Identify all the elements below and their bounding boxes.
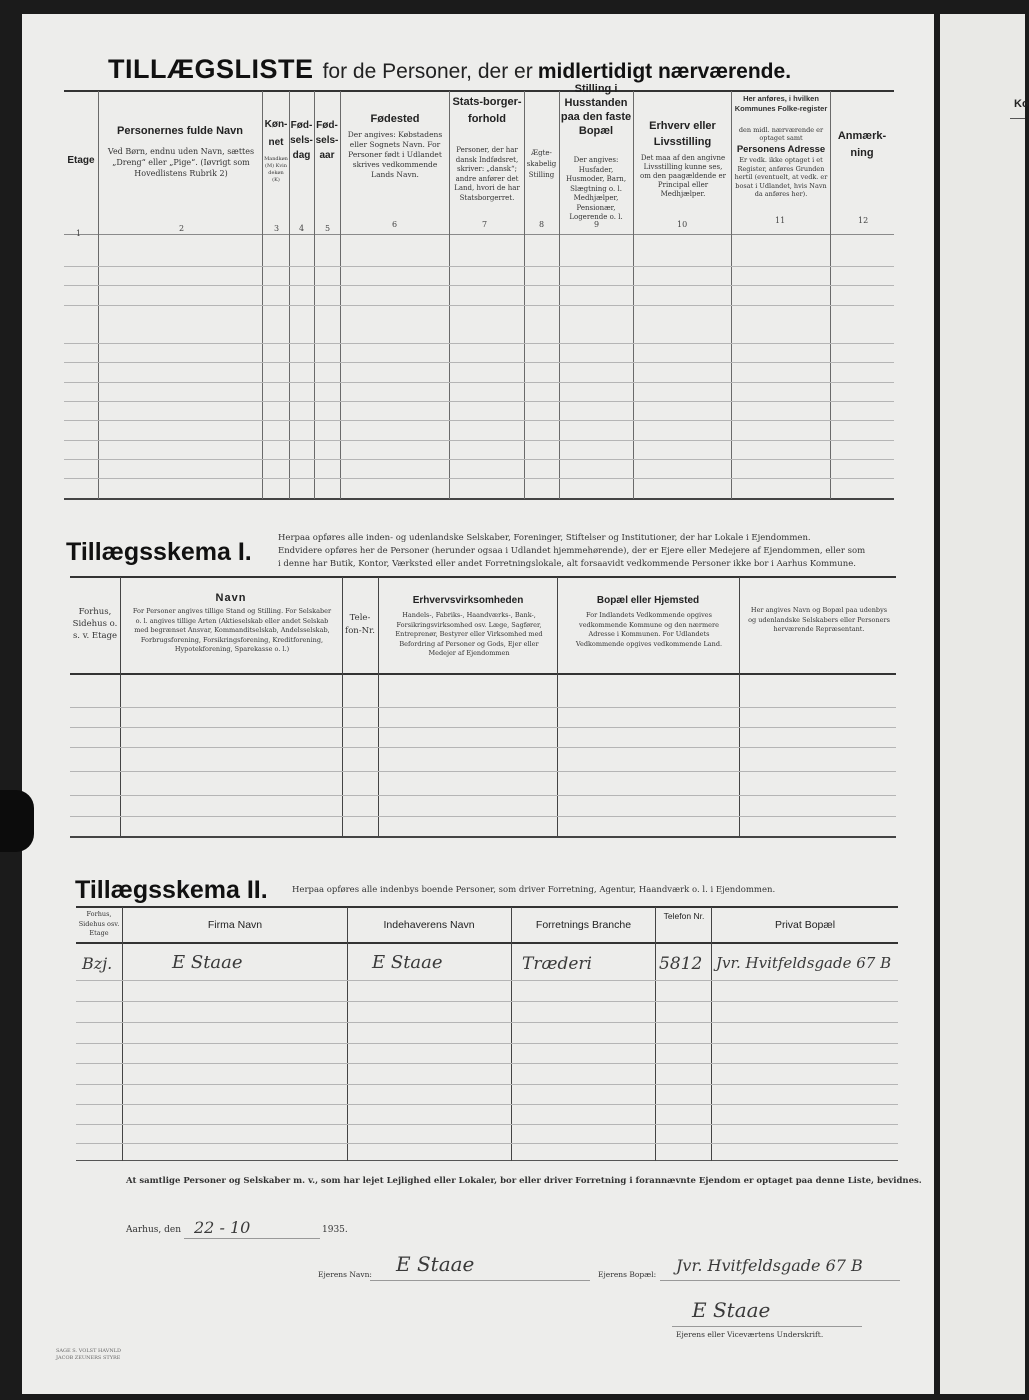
owner-name-label: Ejerens Navn: (318, 1270, 372, 1279)
schema2-col-firma: Firma Navn (207, 919, 263, 931)
schema2-row-branche: Træderi (522, 954, 592, 974)
owner-name-handwritten: E Staae (396, 1252, 475, 1276)
schema2-row-telefon: 5812 (659, 954, 703, 974)
schema2-title: Tillægsskema II. (75, 876, 268, 904)
col-name-header: Personernes fulde Navn (117, 125, 243, 137)
schema1-col-telefon: Tele-fon-Nr. (345, 613, 375, 636)
col-marital-header: Ægte-skabelig Stilling (526, 149, 557, 179)
signature-handwritten: E Staae (692, 1298, 771, 1322)
owner-address-handwritten: Jvr. Hvitfeldsgade 67 B (676, 1256, 863, 1275)
schema1-col-navn-sub: For Personer angives tillige Stand og Stilling. For Selskaber o. l. angives tillige Arten (Aktieselskab eller andet Selskab med begrænset Ansvar, Kommanditselskab, Andelsselskab, Forbrugsforening, Forsikringsforening, Kreditforening, Hypotekforening, Sparekasse o. l.) (132, 607, 332, 653)
col-citizenship-header: Stats-borger-forhold (452, 96, 522, 125)
col-remarks-header: Anmærk-ning (837, 130, 887, 159)
adjacent-page-text: Ko (1014, 98, 1029, 110)
schema1-col-bopael: Bopæl eller Hjemsted (596, 595, 700, 606)
col-address-top: Her anføres, i hvilken Kommunes Folke-register (734, 94, 828, 113)
schema1-col-erhverv-sub: Handels-, Fabriks-, Haandværks-, Bank-, Forsikringsvirksomhed osv. Læge, Sagfører, Entreprenør, Bestyrer eller Virksomhed med Befordring af Personer og Gods, Ejer eller Medejer af Ejendommen (395, 611, 543, 657)
schema2-col-telefon: Telefon Nr. (663, 911, 705, 921)
schema1-intro-2: Endvidere opføres her de Personer (herunder ogsaa i Udlandet hjemmehørende), der er Ejere eller Medejere af Ejendommen, eller som (278, 546, 866, 556)
col-birthplace-header: Fødested (370, 113, 420, 125)
schema1-col-bopael-sub: For Indlandets Vedkommende opgives vedkommende Kommune og den nærmere Adresse i Kommunen. For Udlandets Vedkommende opgives vedkommende Land. (575, 611, 723, 648)
col-name-sub: Ved Børn, endnu uden Navn, sættes „Dreng“ eller „Pige“. (Iøvrigt som Hovedlistens Rubrik 2) (107, 147, 255, 178)
schema2-row-indehaver: E Staae (372, 952, 443, 973)
schema1-intro-1: Herpaa opføres alle inden- og udenlandske Selskaber, Foreninger, Stiftelser og Institutioner, der har Lokale i Ejendommen. (278, 533, 811, 543)
col-citizenship-sub: Personer, der har dansk Indfødsret, skriver: „dansk“; andre anfører det Land, hvori de har Statsborgerret. (454, 146, 520, 202)
schema2-row-etage: Bzj. (82, 954, 113, 973)
col-sex-sub: Mandkøn (M) Kvindekøn (K) (264, 156, 288, 183)
schema2-col-bopael: Privat Bopæl (774, 919, 836, 931)
col-occupation-sub: Det maa af den angivne Livsstilling kunne ses, om den paagældende er Principal eller Medhjælper. (639, 154, 727, 198)
schema2-row-bopael: Jvr. Hvitfeldsgade 67 B (716, 954, 892, 972)
col-household-header: Stilling i Husstanden paa den faste Bopæl (560, 83, 632, 137)
adjacent-page (940, 14, 1029, 1394)
schema1-title: Tillægsskema I. (66, 538, 252, 566)
declaration-text: At samtlige Personer og Selskaber m. v., som har lejet Lejlighed eller Lokaler, bor eller driver Forretning i forannævnte Ejendom er optaget paa denne Liste, bevidnes. (126, 1176, 922, 1186)
col-sex-header: Køn-net (264, 119, 288, 148)
date-handwritten: 22 - 10 (194, 1218, 251, 1237)
owner-address-label: Ejerens Bopæl: (598, 1270, 657, 1279)
col-birthplace-sub: Der angives: Købstadens eller Sognets Navn. For Personer født i Udlandet skrives vedkommende Lands Navn. (347, 130, 443, 179)
col-address-header: Personens Adresse (736, 144, 826, 155)
printer-mark: SAGE S. VOLST HAVNLD JACOB ZEUNERS STYRE (56, 1348, 122, 1361)
schema2-col-etage: Forhus, Sidehus osv. Etage (78, 910, 120, 937)
schema2-row-firma: E Staae (172, 952, 243, 973)
schema2-col-branche: Forretnings Branche (535, 919, 632, 931)
signature-label: Ejerens eller Viceværtens Underskrift. (676, 1330, 824, 1339)
supplement-list-title: TILLÆGSLISTE for de Personer, der er midlertidigt nærværende. (108, 54, 792, 84)
schema2-col-indehaver: Indehaverens Navn (383, 919, 475, 931)
col-address-mid: den midl. nærværende er optaget samt (738, 126, 824, 142)
place-date-label: Aarhus, den (126, 1225, 181, 1235)
col-birthday-header: Fød-sels-dag (290, 120, 313, 161)
col-household-sub: Der angives: Husfader, Husmoder, Barn, Slægtning o. l. Medhjælper, Pensionær, Logerende o. l. (565, 156, 627, 221)
col-address-sub: Er vedk. ikke optaget i et Register, anføres Grunden hertil (eventuelt, at vedk. er bosat i Udlandet, hvis Navn da anføres her). (734, 156, 828, 198)
schema1-col-navn: Navn (215, 592, 247, 604)
schema2-intro: Herpaa opføres alle indenbys boende Personer, som driver Forretning, Agentur, Haandværk o. l. i Ejendommen. (292, 885, 776, 895)
census-form-page: TILLÆGSLISTE for de Personer, der er midlertidigt nærværende. Etage Personernes fulde Navn Ved Børn, endnu uden Navn, sættes „Dreng“ eller „Pige“. (Iøvrigt som Hovedlistens Rubrik 2) Køn-net Mandkøn (M) Kvindekøn (K) Fød-sels-dag Fød-sels-aar Fødested Der angives: Købstadens eller Sognets Navn. For Personer født i Udlandet skrives vedkommende Lands Navn. Stats-borger-forhold Personer, der har dansk Indfødsret, skriver: „dansk“; andre anfører det Land, hvori de har Statsborgerret. Ægte-skabelig Stilling Stilling i Husstanden paa den faste Bopæl Der angives: Husfader, Husmoder, Barn, Slægtning o. l. Medhjælper, Pensionær, Logerende o. l. Erhverv eller Livsstilling Det maa af den angivne Livsstilling kunne ses, om den paagældende er Principal eller Medhjælper. Her anføres, i hvilken Kommunes Folke-register den midl. nærværende er optaget samt Personens Adresse Er vedk. ikke optaget i et Register, anføres Grunden hertil (eventuelt, at vedk. er bosat i Udlandet, hvis Navn da anføres her). Anmærk-ning 1 2 3 4 5 6 7 8 9 10 11 12 Tillægsskema I. Herpaa opføres alle inden- og udenlandske Selskaber, Foreninger, Stiftelser og Institutioner, der har Lokale i Ejendommen. Endvidere opføres her de Personer (herunder ogsaa i Udlandet hjemmehørende), der er Ejere eller Medejere af Ejendommen, eller som i denne har Butik, Kontor, Værksted eller andet Forretningslokale, alt forsaavidt vedkommende Personer ikke bor i Aarhus Kommune. Forhus, Sidehus o. s. v. Etage Navn For Personer angives tillige Stand og Stilling. For Selskaber o. l. angives tillige Arten (Aktieselskab eller andet Selskab med begrænset Ansvar, Kommanditselskab, Andelsselskab, Forbrugsforening, Forsikringsforening, Kreditforening, Hypotekforening, Sparekasse o. l.) Tele-fon-Nr. Erhvervsvirksomheden Handels-, Fabriks-, Haandværks-, Bank-, Forsikringsvirksomhed osv. Læge, Sagfører, Entreprenør, Bestyrer eller Virksomhed med Befordring af Personer og Gods, Ejer eller Medejer af Ejendommen Bopæl eller Hjemsted For Indlandets Vedkommende opgives vedkommende Kommune og den nærmere Adresse i Kommunen. For Udlandets Vedkommende opgives vedkommende Land. Her angives Navn og Bopæl paa udenbys og udenlandske Selskabers eller Personers herværende Repræsentant. Tillægsskema II. Herpaa opføres alle indenbys boende Personer, som driver Forretning, Agentur, Haandværk o. l. i Ejendommen. Forhus, Sidehus osv. Etage Firma Navn Indehaverens Navn Forretnings Branche Telefon Nr. Privat Bopæl Bzj. E Staae E Staae Træderi 5812 Jvr. Hvitfeldsgade 67 B At samtlige Personer og Selskaber m. v., som har lejet Lejlighed eller Lokaler, bor eller driver Forretning i forannævnte Ejendom er optaget paa denne Liste, bevidnes. Aarhus, den 22 - 10 1935. Ejerens Navn: E Staae Ejerens Bopæl: Jvr. Hvitfeldsgade 67 B E Staae Ejerens eller Viceværtens Underskrift. SAGE S. VOLST HAVNLD JACOB ZEUNERS STYRE (22, 14, 934, 1394)
schema1-col-erhverv: Erhvervsvirksomheden (412, 595, 524, 606)
year-label: 1935. (322, 1225, 348, 1235)
schema1-intro-3: i denne har Butik, Kontor, Værksted eller andet Forretningslokale, alt forsaavidt vedkommende Personer ikke bor i Aarhus Kommune. (278, 559, 856, 569)
col-birthyear-header: Fød-sels-aar (315, 120, 339, 161)
col-etage-header: Etage (67, 155, 95, 166)
schema1-col-rep: Her angives Navn og Bopæl paa udenbys og udenlandske Selskabers eller Personers herværende Repræsentant. (748, 606, 890, 633)
scanner-thumb (0, 790, 34, 852)
col-occupation-header: Erhverv eller Livsstilling (649, 120, 716, 148)
schema1-col-etage: Forhus, Sidehus o. s. v. Etage (72, 607, 118, 641)
